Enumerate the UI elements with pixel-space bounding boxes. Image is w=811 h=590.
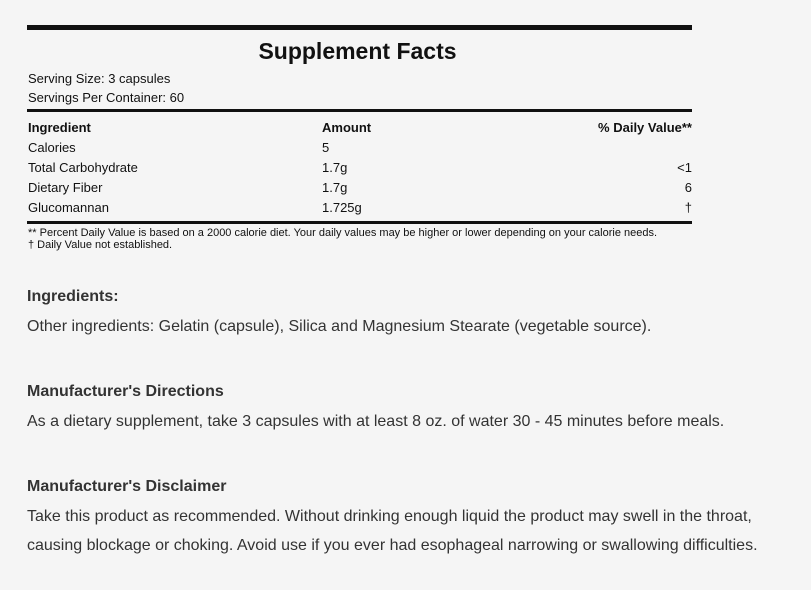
amount-cell: 1.7g [322,160,348,175]
footnotes [27,227,692,251]
ingredient-cell: Dietary Fiber [28,180,103,195]
ingredient-cell: Glucomannan [28,200,109,215]
supplement-facts-title: Supplement Facts [258,38,457,64]
ingredients-section [27,287,797,341]
disclaimer-heading: Manufacturer's Disclaimer [27,478,227,495]
nutrient-table [27,118,692,218]
not-established-footnote: † Daily Value not established. [28,239,173,251]
amount-cell: 1.725g [322,200,362,215]
directions-text: As a dietary supplement, take 3 capsules with at least 8 oz. of water 30 - 45 minutes before meals. [27,413,725,430]
ingredient-column-header: Ingredient [28,120,91,135]
ingredients-text: Other ingredients: Gelatin (capsule), Silica and Magnesium Stearate (vegetable source). [27,318,652,335]
servings-per-container: Servings Per Container: 60 [28,90,185,105]
supplement-facts-panel [27,25,692,251]
table-row [27,198,692,218]
disclaimer-section [27,477,797,560]
daily-value-cell: 6 [684,180,692,195]
table-row [27,178,692,198]
disclaimer-text: Take this product as recommended. Without drinking enough liquid the product may swell in the throat, causing blockage or choking. Avoid use if you ever had esophageal narrowing or swallowing difficulties. [27,508,758,554]
amount-cell: 5 [322,140,330,155]
amount-column-header: Amount [322,120,372,135]
directions-section [27,382,797,436]
daily-value-cell [522,138,692,158]
daily-value-footnote: ** Percent Daily Value is based on a 2000 calorie diet. Your daily values may be higher or lower depending on your calorie needs. [28,227,658,239]
table-row [27,138,692,158]
ingredient-cell: Total Carbohydrate [28,160,138,175]
header-rule [27,109,692,112]
ingredient-cell: Calories [28,140,76,155]
daily-value-cell: <1 [677,160,692,175]
amount-cell: 1.7g [322,180,348,195]
top-rule [27,25,692,30]
daily-value-column-header: % Daily Value** [598,120,692,135]
table-row [27,158,692,178]
ingredients-heading: Ingredients: [27,288,119,305]
daily-value-cell: † [684,200,692,215]
footer-rule [27,221,692,224]
table-header-row [27,118,692,138]
directions-heading: Manufacturer's Directions [27,383,224,400]
serving-size: Serving Size: 3 capsules [28,71,171,86]
